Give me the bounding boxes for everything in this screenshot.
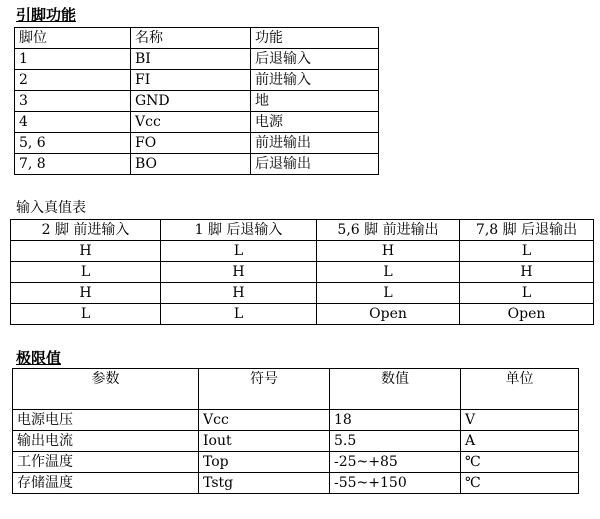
table-row xyxy=(11,283,594,304)
header-unit xyxy=(461,369,579,410)
table-row xyxy=(13,452,579,473)
cell: Vcc xyxy=(131,112,251,133)
cell: L xyxy=(11,304,161,325)
cell: Open xyxy=(460,304,594,325)
cell: ℃ xyxy=(461,452,579,473)
cell: Tstg xyxy=(199,473,330,494)
cell: A xyxy=(461,431,579,452)
table-row xyxy=(15,91,379,112)
cell: L xyxy=(460,241,594,262)
cell: V xyxy=(461,410,579,431)
pin-function-table xyxy=(14,27,379,175)
table-header-row xyxy=(13,369,579,410)
cell: -25~+85 xyxy=(330,452,461,473)
cell: L xyxy=(460,283,594,304)
cell: H xyxy=(161,262,317,283)
header-cell: 2 脚 前进输入 xyxy=(11,220,161,241)
cell: L xyxy=(161,304,317,325)
cell: 输出电流 xyxy=(13,431,199,452)
cell: Vcc xyxy=(199,410,330,431)
header-cell: 7,8 脚 后退输出 xyxy=(460,220,594,241)
cell: BO xyxy=(131,154,251,175)
table-row xyxy=(15,112,379,133)
header-symbol xyxy=(199,369,330,410)
header-function: 功能 xyxy=(251,28,379,49)
cell: H xyxy=(317,241,460,262)
cell: 3 xyxy=(15,91,131,112)
cell: 存储温度 xyxy=(13,473,199,494)
header-cell: 1 脚 后退输入 xyxy=(161,220,317,241)
cell: 4 xyxy=(15,112,131,133)
cell: 前进输出 xyxy=(251,133,379,154)
table-row xyxy=(11,304,594,325)
cell: 5, 6 xyxy=(15,133,131,154)
header-value xyxy=(330,369,461,410)
table-row xyxy=(13,431,579,452)
truth-table xyxy=(10,219,594,325)
cell: GND xyxy=(131,91,251,112)
cell: L xyxy=(11,262,161,283)
cell: 18 xyxy=(330,410,461,431)
table-row xyxy=(13,410,579,431)
table-row xyxy=(15,133,379,154)
cell: 电源电压 xyxy=(13,410,199,431)
cell: L xyxy=(317,283,460,304)
cell: FI xyxy=(131,70,251,91)
header-name: 名称 xyxy=(131,28,251,49)
cell: 后退输入 xyxy=(251,49,379,70)
table-row xyxy=(15,70,379,91)
header-label: 参数 xyxy=(91,371,120,387)
cell: 5.5 xyxy=(330,431,461,452)
cell: H xyxy=(11,241,161,262)
cell: ℃ xyxy=(461,473,579,494)
table-row xyxy=(15,49,379,70)
cell: Iout xyxy=(199,431,330,452)
cell: H xyxy=(460,262,594,283)
cell: L xyxy=(317,262,460,283)
cell: L xyxy=(161,241,317,262)
header-pin: 脚位 xyxy=(15,28,131,49)
table-header-row xyxy=(11,220,594,241)
cell: Open xyxy=(317,304,460,325)
table-row xyxy=(11,241,594,262)
cell: H xyxy=(11,283,161,304)
cell: 电源 xyxy=(251,112,379,133)
cell: BI xyxy=(131,49,251,70)
cell: 7, 8 xyxy=(15,154,131,175)
cell: -55~+150 xyxy=(330,473,461,494)
cell: H xyxy=(161,283,317,304)
limit-values-table xyxy=(12,368,579,494)
truth-table-title: 输入真值表 xyxy=(16,200,86,216)
cell: FO xyxy=(131,133,251,154)
cell: 2 xyxy=(15,70,131,91)
table-row xyxy=(13,473,579,494)
limit-values-title: 极限值 xyxy=(16,349,62,367)
cell: 地 xyxy=(251,91,379,112)
cell: 工作温度 xyxy=(13,452,199,473)
table-row xyxy=(15,154,379,175)
table-row xyxy=(11,262,594,283)
pin-function-title: 引脚功能 xyxy=(16,6,77,24)
header-label: 单位 xyxy=(505,371,534,387)
cell: 前进输入 xyxy=(251,70,379,91)
header-parameter xyxy=(13,369,199,410)
header-label: 符号 xyxy=(250,371,278,387)
cell: 后退输出 xyxy=(251,154,379,175)
cell: Top xyxy=(199,452,330,473)
cell: 1 xyxy=(15,49,131,70)
table-header-row xyxy=(15,28,379,49)
header-label: 数值 xyxy=(381,371,409,387)
header-cell: 5,6 脚 前进输出 xyxy=(317,220,460,241)
